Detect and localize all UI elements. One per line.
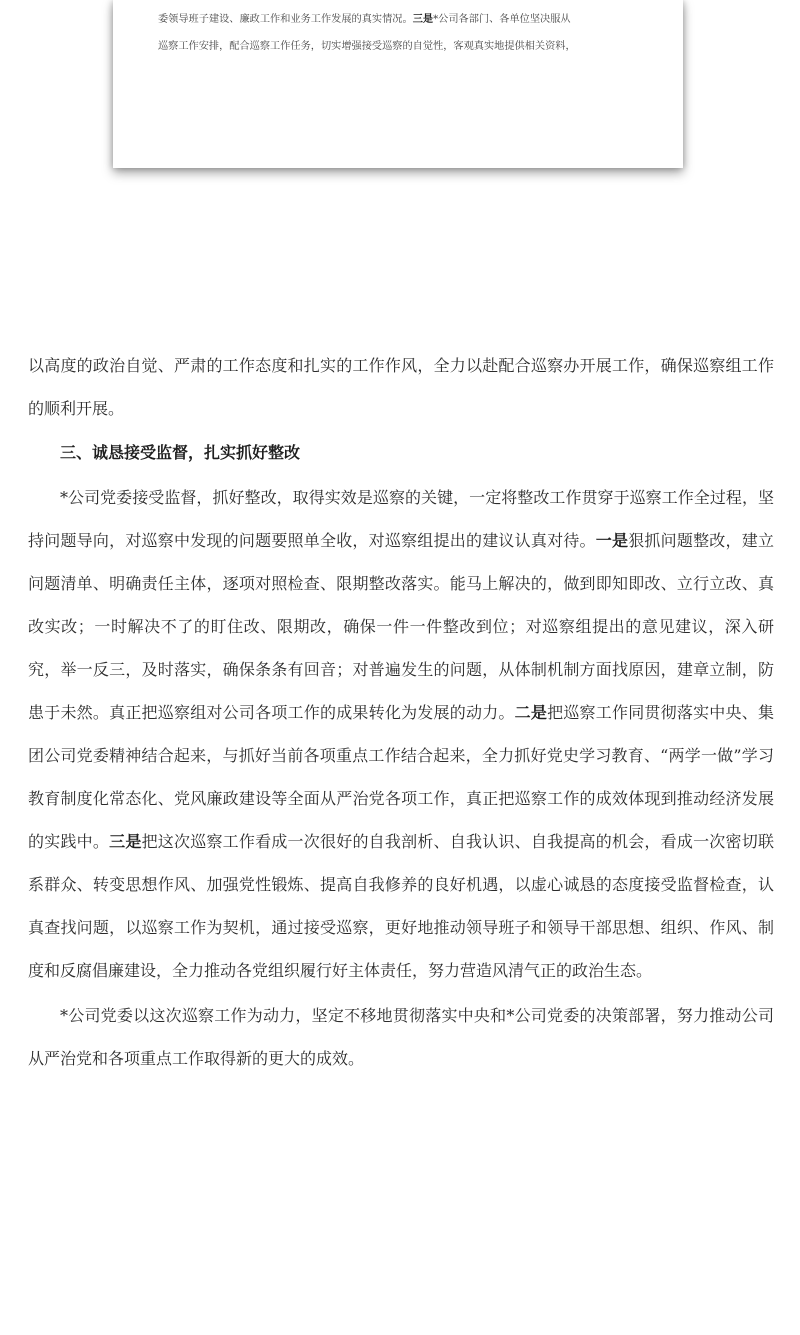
document-body bbox=[28, 344, 774, 1080]
document-page-preview bbox=[113, 0, 683, 168]
lead-marker-1: 一是 bbox=[595, 531, 629, 550]
lead-marker-2: 二是 bbox=[514, 703, 548, 722]
section-heading: 三、诚恳接受监督，扎实抓好整改 bbox=[60, 443, 301, 462]
paragraph-intro: *公司党委接受监督，抓好整改，取得实效是巡察的关键，一定将整改工作贯穿于巡察工作全过程，坚持问题导向，对巡察中发现的问题要照单全收，对巡察组提出的建议认真对待。 bbox=[28, 488, 774, 550]
preview-text: *公司各部门、各单位坚决服从 bbox=[433, 14, 571, 25]
paragraph-part-1: 狠抓问题整改，建立问题清单、明确责任主体，逐项对照检查、限期整改落实。能马上解决的，做到即知即改、立行立改、真改实改；一时解决不了的盯住改、限期改，确保一件一件整改到位；对巡察组提出的意见建议，深入研究，举一反三，及时落实，确保条条有回音；对普遍发生的问题，从体制机制方面找原因，建章立制，防患于未然。真正把巡察组对公司各项工作的成果转化为发展的动力。 bbox=[28, 531, 774, 722]
paragraph-continuation: 以高度的政治自觉、严肃的工作态度和扎实的工作作风，全力以赴配合巡察办开展工作，确保巡察组工作的顺利开展。 bbox=[28, 356, 774, 418]
paragraph-rectification bbox=[28, 476, 774, 992]
lead-marker-3: 三是 bbox=[109, 832, 142, 851]
preview-lead: 三是 bbox=[412, 13, 434, 25]
paragraph-part-2: 把巡察工作同贯彻落实中央、集团公司党委精神结合起来，与抓好当前各项重点工作结合起来，全力抓好党史学习教育、“两学一做”学习教育制度化常态化、党风廉政建设等全面从严治党各项工作，真正把巡察工作的成效体现到推动经济发展的实践中。 bbox=[28, 703, 774, 851]
paragraph-conclusion: *公司党委以这次巡察工作为动力，坚定不移地贯彻落实中央和*公司党委的决策部署，努力推动公司从严治党和各项重点工作取得新的更大的成效。 bbox=[28, 1006, 774, 1068]
preview-text: 委领导班子建设、廉政工作和业务工作发展的真实情况。 bbox=[158, 14, 413, 25]
paragraph-part-3: 把这次巡察工作看成一次很好的自我剖析、自我认识、自我提高的机会，看成一次密切联系群众、转变思想作风、加强党性锻炼、提高自我修养的良好机遇，以虚心诚恳的态度接受监督检查，认真查找问题，以巡察工作为契机，通过接受巡察，更好地推动领导班子和领导干部思想、组织、作风、制度和反腐倡廉建设，全力推动各党组织履行好主体责任，努力营造风清气正的政治生态。 bbox=[28, 832, 774, 980]
preview-line-1 bbox=[158, 12, 648, 27]
preview-line-2: 巡察工作安排，配合巡察工作任务，切实增强接受巡察的自觉性，客观真实地提供相关资料， bbox=[158, 41, 576, 52]
